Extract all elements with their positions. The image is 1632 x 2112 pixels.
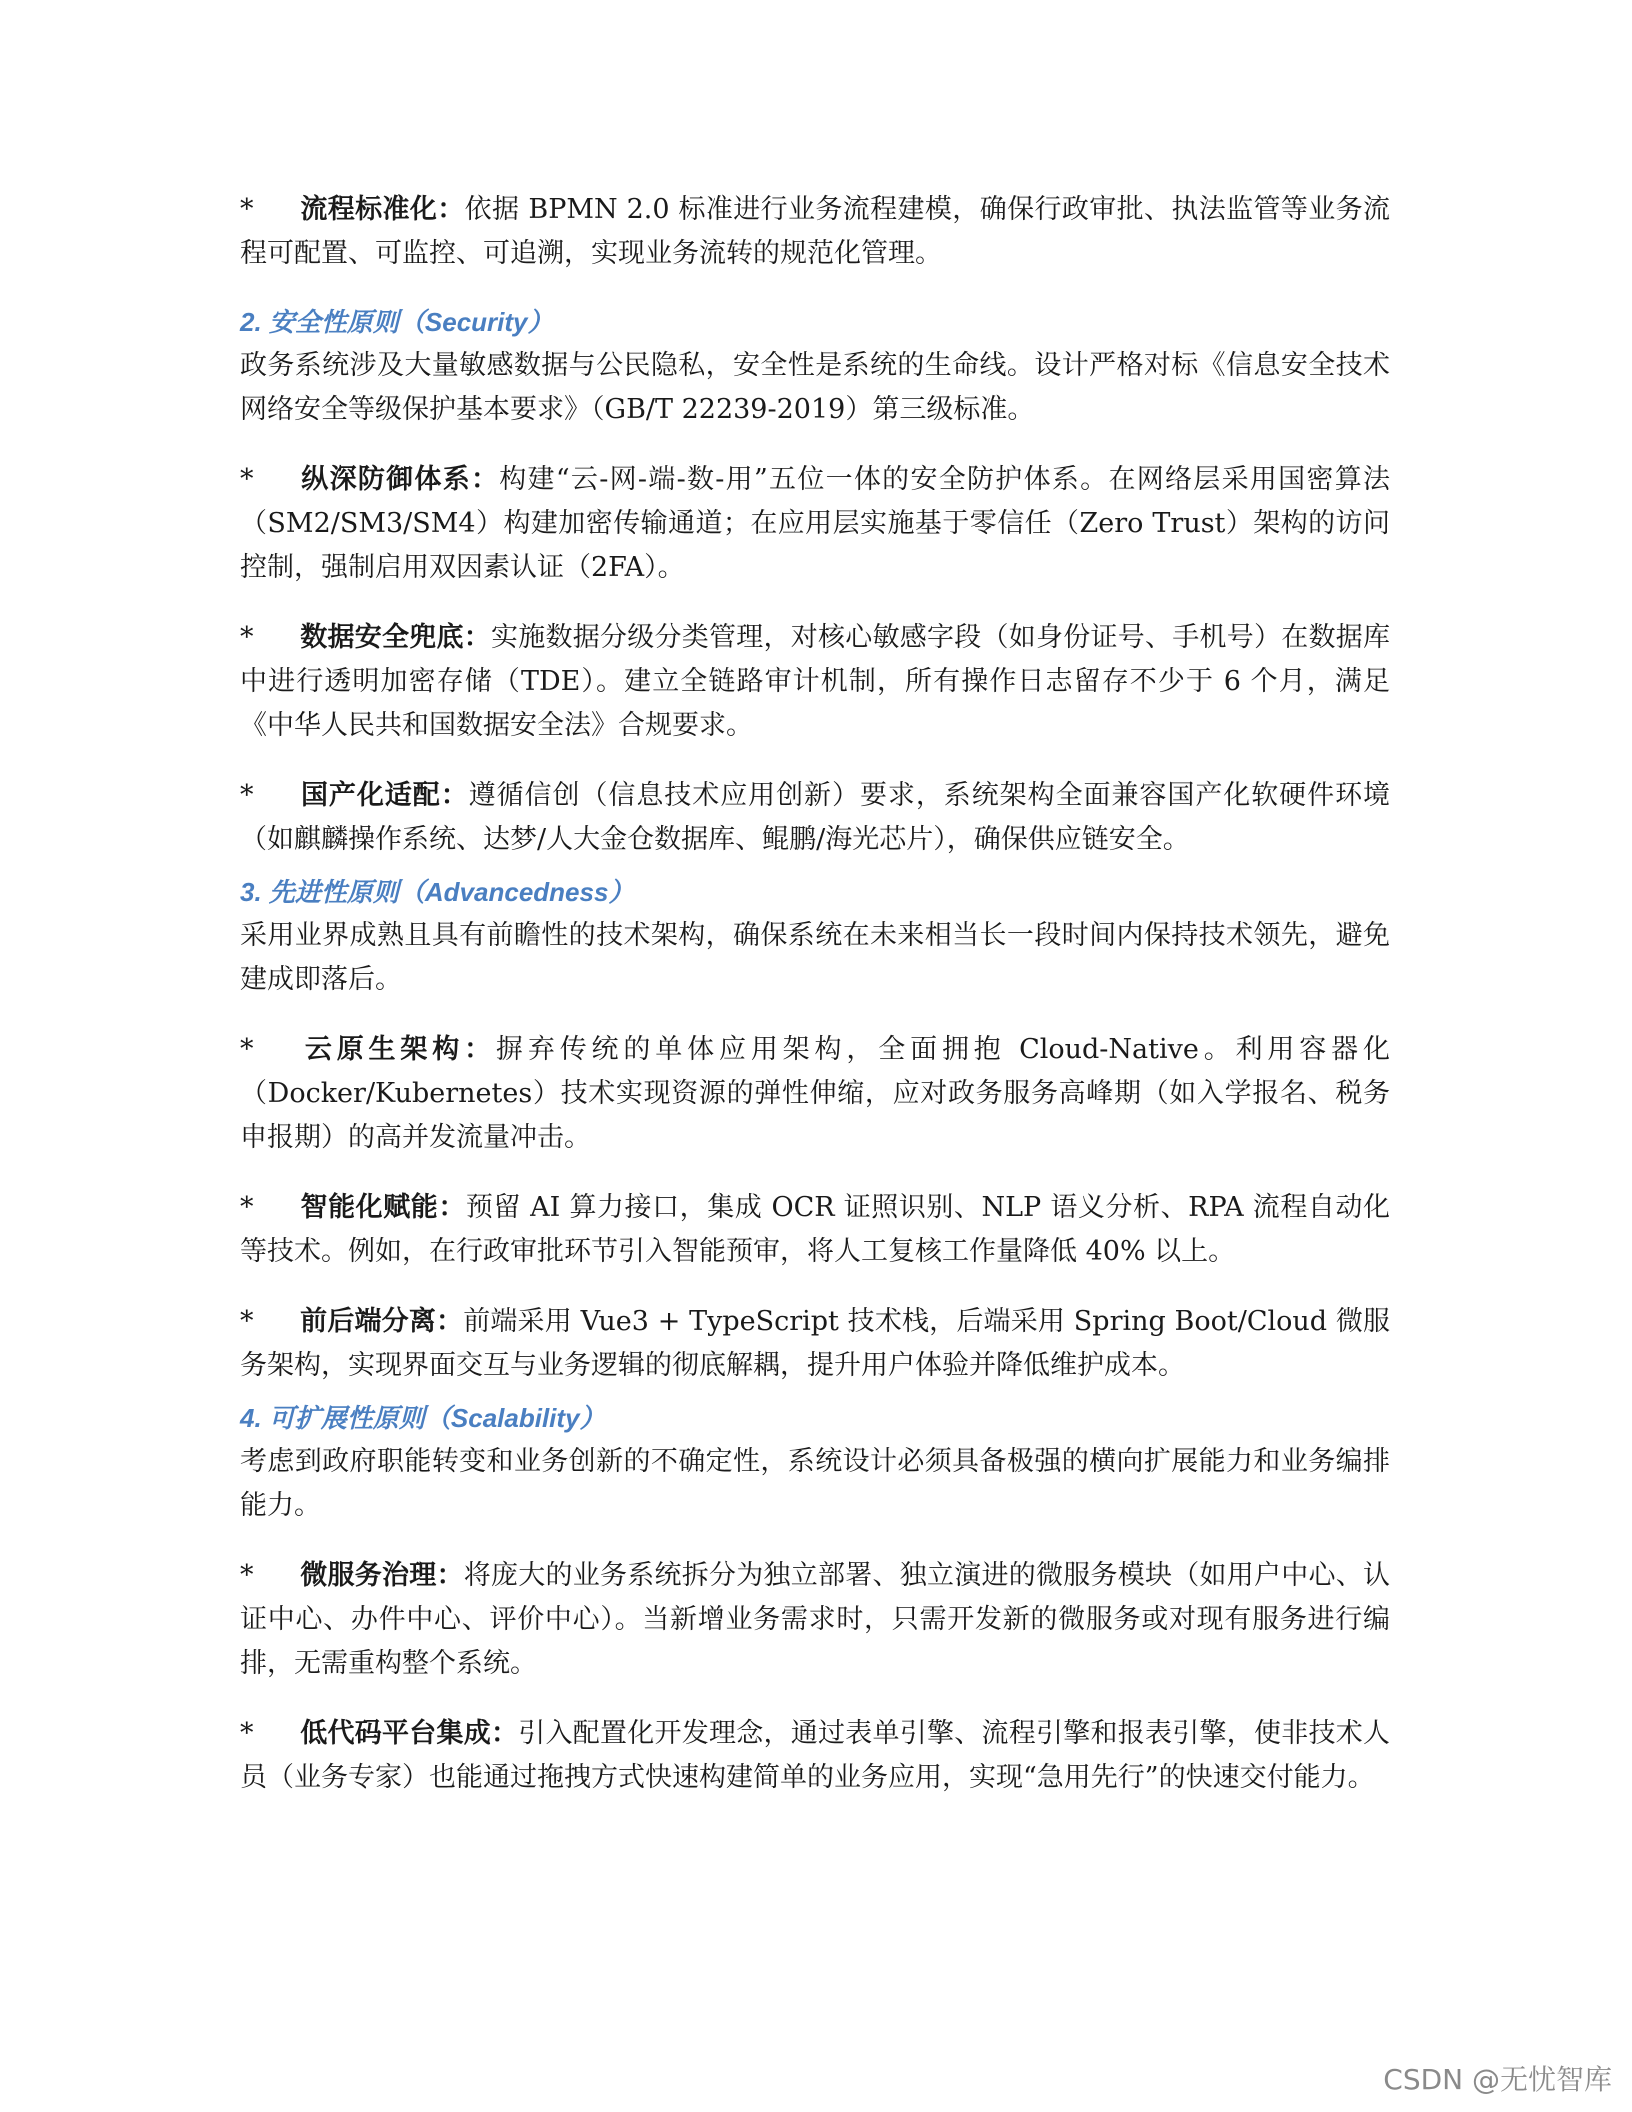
bullet-text: 摒弃传统的单体应用架构，全面拥抱 Cloud-Native。利用容器化（Docker/Kubernetes）技术实现资源的弹性伸缩，应对政务服务高峰期（如入学报名、税务申报期）的高并发流量冲击。 [240, 1034, 1390, 1153]
bullet-marker: * [240, 194, 254, 225]
bullet-item [240, 188, 1390, 276]
section-heading: 2. 安全性原则（Security） [240, 307, 554, 337]
bullet-text: 预留 AI 算力接口，集成 OCR 证照识别、NLP 语义分析、RPA 流程自动化等技术。例如，在行政审批环节引入智能预审，将人工复核工作量降低 40% 以上。 [240, 1192, 1390, 1267]
bullet-term: 云原生架构： [300, 1034, 496, 1065]
bullet-text: 将庞大的业务系统拆分为独立部署、独立演进的微服务模块（如用户中心、认证中心、办件中心、评价中心）。当新增业务需求时，只需开发新的微服务或对现有服务进行编排，无需重构整个系统。 [240, 1560, 1390, 1679]
bullet-marker: * [240, 622, 254, 653]
bullet-marker: * [240, 1718, 254, 1749]
bullet-term: 数据安全兜底： [300, 622, 491, 653]
bullet-term: 前后端分离： [300, 1306, 464, 1337]
bullet-marker: * [240, 464, 254, 495]
bullet-marker: * [240, 1306, 254, 1337]
bullet-item [240, 1712, 1390, 1800]
bullet-item [240, 1186, 1390, 1274]
bullet-item [240, 1028, 1390, 1160]
document-body [240, 188, 1390, 1826]
section-intro: 政务系统涉及大量敏感数据与公民隐私，安全性是系统的生命线。设计严格对标《信息安全技术 网络安全等级保护基本要求》（GB/T 22239-2019）第三级标准。 [240, 350, 1390, 425]
section-heading: 3. 先进性原则（Advancedness） [240, 877, 635, 907]
bullet-term: 纵深防御体系： [300, 464, 500, 495]
bullet-text: 实施数据分级分类管理，对核心敏感字段（如身份证号、手机号）在数据库中进行透明加密存储（TDE）。建立全链路审计机制，所有操作日志留存不少于 6 个月，满足《中华人民共和国数据安全法》合规要求。 [240, 622, 1390, 741]
bullet-term: 低代码平台集成： [300, 1718, 519, 1749]
section-heading: 4. 可扩展性原则（Scalability） [240, 1403, 606, 1433]
bullet-text: 遵循信创（信息技术应用创新）要求，系统架构全面兼容国产化软硬件环境（如麒麟操作系统、达梦/人大金仓数据库、鲲鹏/海光芯片），确保供应链安全。 [240, 780, 1391, 855]
bullet-marker: * [240, 780, 254, 811]
bullet-marker: * [240, 1192, 254, 1223]
bullet-marker: * [240, 1034, 254, 1065]
bullet-item [240, 458, 1390, 590]
bullet-item [240, 616, 1390, 748]
bullet-term: 流程标准化： [300, 194, 465, 225]
bullet-text: 前端采用 Vue3 + TypeScript 技术栈，后端采用 Spring Boot/Cloud 微服务架构，实现界面交互与业务逻辑的彻底解耦，提升用户体验并降低维护成本。 [240, 1306, 1390, 1381]
bullet-term: 国产化适配： [300, 780, 469, 811]
section-intro: 考虑到政府职能转变和业务创新的不确定性，系统设计必须具备极强的横向扩展能力和业务编排能力。 [240, 1446, 1390, 1521]
bullet-marker: * [240, 1560, 254, 1591]
bullet-term: 微服务治理： [300, 1560, 464, 1591]
bullet-item [240, 1554, 1390, 1686]
bullet-text: 依据 BPMN 2.0 标准进行业务流程建模，确保行政审批、执法监管等业务流程可配置、可监控、可追溯，实现业务流转的规范化管理。 [240, 194, 1390, 269]
bullet-item [240, 1300, 1390, 1388]
bullet-text: 引入配置化开发理念，通过表单引擎、流程引擎和报表引擎，使非技术人员（业务专家）也能通过拖拽方式快速构建简单的业务应用，实现“急用先行”的快速交付能力。 [240, 1718, 1390, 1793]
bullet-text: 构建“云-网-端-数-用”五位一体的安全防护体系。在网络层采用国密算法（SM2/SM3/SM4）构建加密传输通道；在应用层实施基于零信任（Zero Trust）架构的访问控制，强制启用双因素认证（2FA）。 [240, 464, 1390, 583]
bullet-item [240, 774, 1390, 862]
watermark: CSDN @无忧智库 [1383, 2063, 1612, 2096]
bullet-term: 智能化赋能： [300, 1192, 466, 1223]
section-intro: 采用业界成熟且具有前瞻性的技术架构，确保系统在未来相当长一段时间内保持技术领先，避免建成即落后。 [240, 920, 1390, 995]
